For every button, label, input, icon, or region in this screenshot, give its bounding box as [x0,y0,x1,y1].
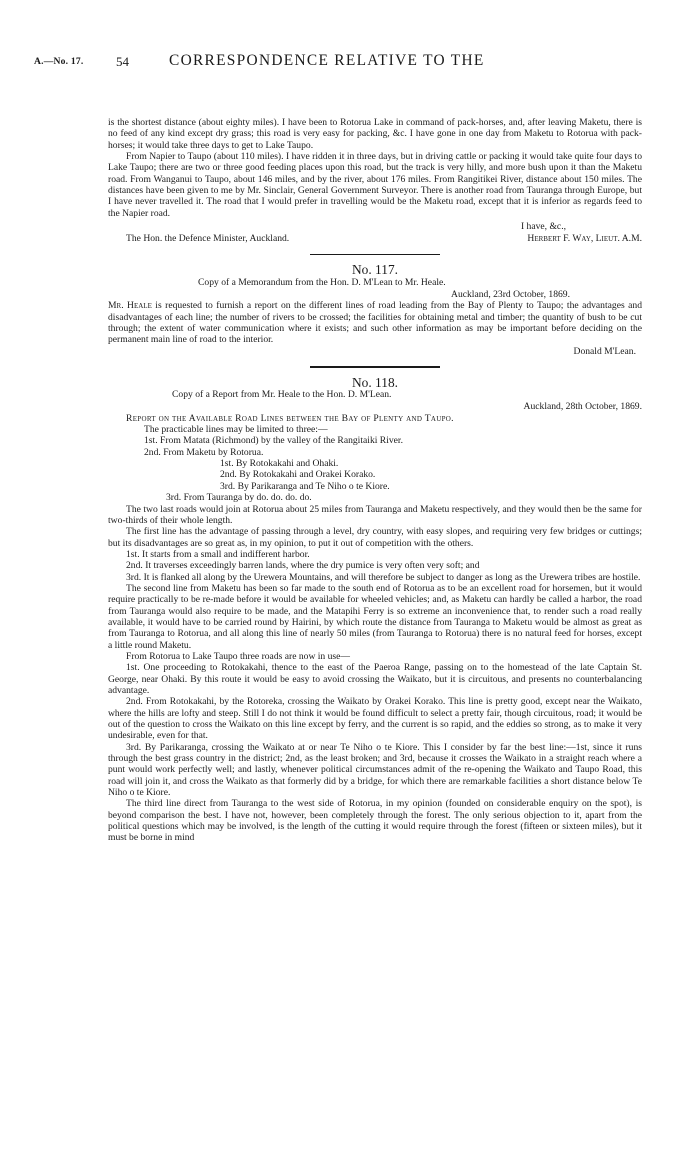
letter-paragraph: is the shortest distance (about eighty miles). I have been to Rotorua Lake in command of pack-horses, and, after leaving Maketu, there is no feed of any kind except dry grass; this road is very easy for packing, &c. I have gone in one day from Maketu to Rotorua with pack-horses; it would take three days to get to Lake Taupo. [108,117,642,151]
document-body [108,117,642,844]
memo-date: Auckland, 23rd October, 1869. [451,289,570,301]
report-line-item: 1st. From Matata (Richmond) by the valley of the Rangitaiki River. [144,435,403,447]
memo-body: is requested to furnish a report on the different lines of road leading from the Bay of Plenty to Taupo; the advantages and disadvantages of each line; the number of rivers to be crossed; the facilities for obtaining metal and timber; the quantity of bush to be cut through; the extent of water communication where it exists; and such other information as may be important before deciding on the permanent main line of road to the interior. [108,300,642,346]
section-divider [310,366,440,368]
letter-signature: Herbert F. Way, Lieut. A.M. [527,233,642,245]
running-title: CORRESPONDENCE RELATIVE TO THE [169,52,485,69]
report-paragraph: The two last roads would join at Rotorua about 25 miles from Tauranga and Maketu respectively, and they would then be the same for two-thirds of their whole length. [108,503,642,526]
report-copy-line: Copy of a Report from Mr. Heale to the Hon. D. M'Lean. [172,389,392,401]
memo-text [108,300,642,345]
report-lines-list [108,435,642,503]
section-divider [310,254,440,256]
memo-copy-line: Copy of a Memorandum from the Hon. D. M'Lean to Mr. Heale. [198,276,446,288]
letter-paragraph: From Napier to Taupo (about 110 miles). I have ridden it in three days, but in driving cattle or packing it would take quite four days to Lake Taupo; there are two or three good feeding places upon this road, but the track is very hilly, and more bush upon it than the Maketu road. From Wanganui to Taupo, about 146 miles, and by the river, about 176 miles. From Rangitikei River, distance about 150 miles. The distances have been given to me by Mr. Sinclair, General Government Surveyor. There is another road from Tauranga through Europe, but I have never travelled it. The road that I would prefer in travelling would be the Maketu road, except that it is inferior as regards feed to the Napier road. [108,151,642,219]
report-date: Auckland, 28th October, 1869. [523,401,642,413]
report-intro: The practicable lines may be limited to three:— [144,424,328,436]
report-paragraph: 3rd. It is flanked all along by the Urewera Mountains, and will therefore be subject to danger as long as the Urewera tribes are hostile. [126,571,641,583]
report-number: No. 118. [352,374,398,390]
report-line-item: 2nd. From Maketu by Rotorua. [144,446,264,458]
report-section [108,374,642,844]
report-paragraph: The third line direct from Tauranga to the west side of Rotorua, in my opinion (founded on considerable enquiry on the spot), is beyond comparison the best. I have not, however, been completely through the forest. The only serious objection to it, apart from the political questions which may be involved, is the length of the cutting it would require through the forest (fifteen or sixteen miles), but it must be borne in mind [108,798,642,844]
report-paragraph: 2nd. From Rotokakahi, by the Rotoreka, crossing the Waikato by Orakei Korako. This line is pretty good, except near the Waikato, where the hills are lofty and steep. Still I do not think it would be found difficult to select a pretty fair, though circuitous, road; it would be out of the question to cross the Waikato on this line except by ferry, and the current is so rapid, and the eddies so strong, as to make it very undesirable, even for that. [108,696,642,742]
report-paragraph: 1st. One proceeding to Rotokakahi, thence to the east of the Paeroa Range, passing on to the homestead of the late Captain St. George, near Ohaki. By this route it would be easy to avoid crossing the Waikato, but it is circuitous, and presents no counterbalancing advantage. [108,662,642,696]
memo-section [108,264,642,357]
letter-signature-row [108,233,642,244]
letter-section [108,117,642,245]
memo-name-lead: Mr. Heale [108,300,152,312]
report-paragraph: The first line has the advantage of passing through a level, dry country, with easy slopes, and requiring very few bridges or cuttings; but its disadvantages are so great as, in my opinion, to put it out of competition with the others. [108,526,642,549]
report-line-item: 1st. By Rotokakahi and Ohaki. [220,458,339,470]
report-line-item: 3rd. By Parikaranga and Te Niho o te Kiore. [220,480,390,492]
report-paragraphs [108,504,642,844]
report-paragraph: 3rd. By Parikaranga, crossing the Waikato at or near Te Niho o te Kiore. This I consider by far the best line:—1st, since it runs through the best grass country in the district; 2nd, as the least broken; and 3rd, because it crosses the Waikato in a straight reach where a punt would work perfectly well; and lastly, whenever political circumstances admit of the re-opening the Waikato and Taupo Road, this road will join it, and cross the Waikato as that formerly did by a bridge, for which there are remarkable facilities a short distance below Te Niho o te Kiore. [108,741,642,799]
report-paragraph: From Rotorua to Lake Taupo three roads are now in use— [126,650,351,662]
document-reference: A.—No. 17. [34,56,84,67]
page-number: 54 [116,54,129,69]
report-paragraph: 2nd. It traverses exceedingly barren lands, where the dry pumice is very often very soft; and [126,560,480,572]
report-line-item: 2nd. By Rotokakahi and Orakei Korako. [220,469,376,481]
page-header [34,52,660,74]
letter-closing: I have, &c., [520,221,566,233]
report-paragraph: 1st. It starts from a small and indifferent harbor. [126,548,310,560]
letter-addressee: The Hon. the Defence Minister, Auckland. [126,233,290,245]
report-title: Report on the Available Road Lines between the Bay of Plenty and Taupo. [126,412,454,424]
memo-signature: Donald M'Lean. [573,345,636,357]
memo-number: No. 117. [352,262,398,278]
report-line-item: 3rd. From Tauranga by do. do. do. do. [166,492,312,504]
report-paragraph: The second line from Maketu has been so far made to the south end of Rotorua as to be an excellent road for horsemen, but it would require practically to be re-made before it would be available for wheeled vehicles; and, as Maketu can hardly be called a harbor, the road from Tauranga would also require to be made, and the Matapihi Ferry is so extreme an inconvenience that, to render such a road really available, it would have to be carried round by Hairini, by which route the distance from Tauranga to Maketu would be almost as great as from Tauranga to Rotorua, and all along this line of nearly 50 miles (from Tauranga to Rotorua) there is no natural feed for horses, except a little round Maketu. [108,582,642,651]
